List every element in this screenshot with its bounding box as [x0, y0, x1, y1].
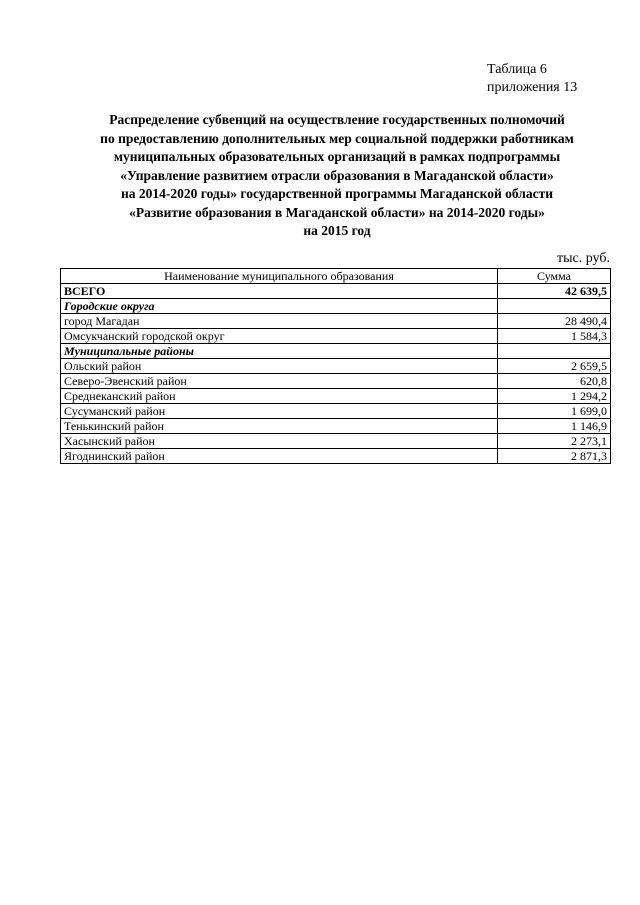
table-row	[61, 359, 611, 374]
table-row	[61, 419, 611, 434]
title-line: на 2015 год	[303, 223, 371, 238]
municipality-name: Среднеканский район	[61, 389, 498, 404]
table-row	[61, 434, 611, 449]
table-row	[61, 389, 611, 404]
total-row	[61, 284, 611, 299]
appendix-number: приложения 13	[487, 80, 578, 95]
table-row	[61, 314, 611, 329]
title-line: «Развитие образования в Магаданской области» на 2014-2020 годы»	[129, 204, 545, 220]
group-label: Муниципальные районы	[61, 344, 498, 359]
table-row	[61, 449, 611, 464]
table-row	[61, 404, 611, 419]
municipality-name: Хасынский район	[61, 434, 498, 449]
total-sum: 42 639,5	[498, 284, 611, 299]
total-label: ВСЕГО	[61, 284, 498, 299]
table-row	[61, 329, 611, 344]
group-sum-empty	[498, 344, 611, 359]
group-sum-empty	[498, 299, 611, 314]
group-header-row	[61, 299, 611, 314]
table-header-row	[61, 269, 611, 284]
title-line: муниципальных образовательных организаций в рамках подпрограммы	[113, 149, 561, 164]
municipality-sum: 1 294,2	[498, 389, 611, 404]
table-row	[61, 374, 611, 389]
municipality-sum: 1 699,0	[498, 404, 611, 419]
title-line: на 2014-2020 годы» государственной программы Магаданской области	[121, 186, 553, 201]
column-header-sum: Сумма	[498, 269, 611, 284]
municipality-sum: 620,8	[498, 374, 611, 389]
municipality-name: Омсукчанский городской округ	[61, 329, 498, 344]
municipality-name: Сусуманский район	[61, 404, 498, 419]
column-header-name: Наименование муниципального образования	[61, 269, 498, 284]
municipality-sum: 2 659,5	[498, 359, 611, 374]
municipality-name: Ольский район	[61, 359, 498, 374]
municipality-name: Ягоднинский район	[61, 449, 498, 464]
municipality-sum: 1 146,9	[498, 419, 611, 434]
units-label: тыс. руб.	[557, 251, 610, 266]
subvention-table	[60, 268, 611, 464]
group-header-row	[61, 344, 611, 359]
municipality-name: город Магадан	[61, 314, 498, 329]
group-label: Городские округа	[61, 299, 498, 314]
municipality-sum: 2 273,1	[498, 434, 611, 449]
municipality-sum: 2 871,3	[498, 449, 611, 464]
municipality-sum: 1 584,3	[498, 329, 611, 344]
title-line: «Управление развитием отрасли образования в Магаданской области»	[120, 167, 554, 183]
title-line: по предоставлению дополнительных мер социальной поддержки работникам	[100, 130, 574, 146]
municipality-name: Северо-Эвенский район	[61, 374, 498, 389]
table-number: Таблица 6	[487, 62, 547, 77]
table-reference	[487, 61, 577, 97]
title-line: Распределение субвенций на осуществление государственных полномочий	[109, 112, 565, 127]
document-title	[60, 111, 614, 241]
municipality-name: Тенькинский район	[61, 419, 498, 434]
municipality-sum: 28 490,4	[498, 314, 611, 329]
